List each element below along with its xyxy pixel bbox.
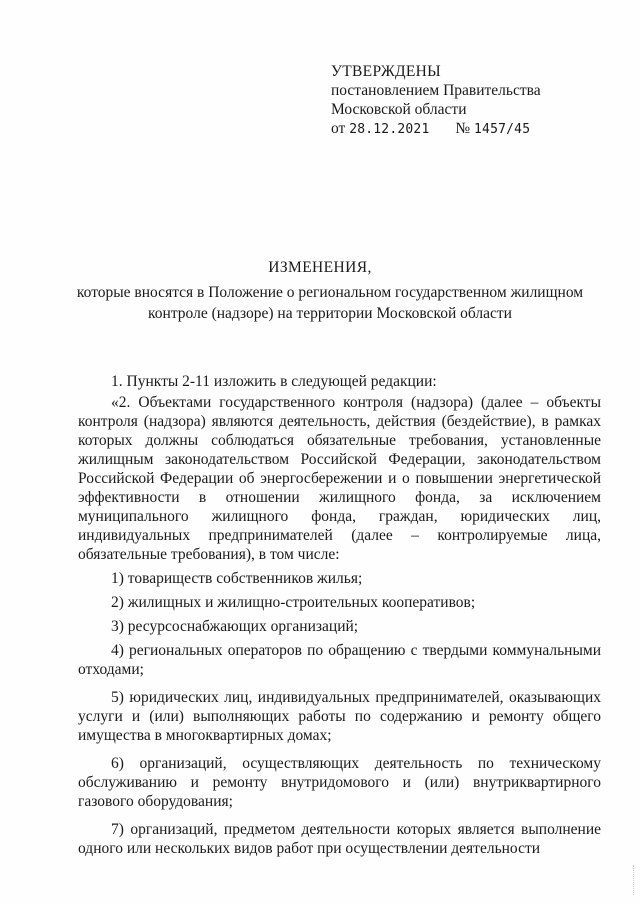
approval-number-sign: №: [455, 120, 471, 137]
approval-date-prefix: от: [331, 120, 346, 137]
list-item-4: 4) региональных операторов по обращению с твердыми коммунальными отходами;: [78, 642, 601, 678]
approval-title: УТВЕРЖДЕНЫ: [331, 63, 441, 80]
list-item-6: 6) организаций, осуществляющих деятельность по техническому обслуживанию и ремонту внутридомового и (или) внутриквартирного газового оборудования;: [78, 755, 601, 810]
list-item-1: 1) товариществ собственников жилья;: [111, 570, 363, 587]
list-item-7: 7) организаций, предметом деятельности которых является выполнение одного или нескольких видов работ при осуществлении деятельности: [78, 821, 601, 857]
approval-stamp: [331, 62, 541, 139]
approval-number: 1457/45: [474, 122, 531, 137]
paragraph-2: «2. Объектами государственного контроля (надзора) (далее – объекты контроля (надзора) являются деятельность, действия (бездействие), в рамках которых должны соблюдаться обязательные требования, установленные жилищным законодательством Российской Федерации, законодательством Российской Федерации об энергосбережении и о повышении энергетической эффективности в отношении жилищного фонда, за исключением муниципального жилищного фонда, граждан, юридических лиц, индивидуальных предпринимателей (далее – контролируемые лица, обязательные требования), в том числе:: [78, 394, 601, 563]
approval-line-2: Московской области: [331, 101, 467, 118]
list-item-5: 5) юридических лиц, индивидуальных предпринимателей, оказывающих услуги и (или) выполняющих работы по содержанию и ремонту общего имущества в многоквартирных домах;: [78, 689, 601, 744]
approval-date-line: [331, 119, 541, 139]
heading-subtitle: которые вносятся в Положение о региональном государственном жилищном контроле (надзоре) на территории Московской области: [76, 284, 584, 322]
list-item-3: 3) ресурсоснабжающих организаций;: [111, 618, 359, 635]
heading-title: ИЗМЕНЕНИЯ,: [268, 259, 372, 276]
document-body: [78, 372, 601, 858]
paragraph-intro: 1. Пункты 2-11 изложить в следующей редакции:: [111, 373, 437, 390]
scan-edge-mark: [633, 865, 636, 895]
approval-date: 28.12.2021: [349, 122, 430, 137]
list-item-2: 2) жилищных и жилищно-строительных кооперативов;: [111, 594, 476, 611]
document-heading: [0, 257, 640, 324]
approval-line-1: постановлением Правительства: [331, 82, 541, 99]
